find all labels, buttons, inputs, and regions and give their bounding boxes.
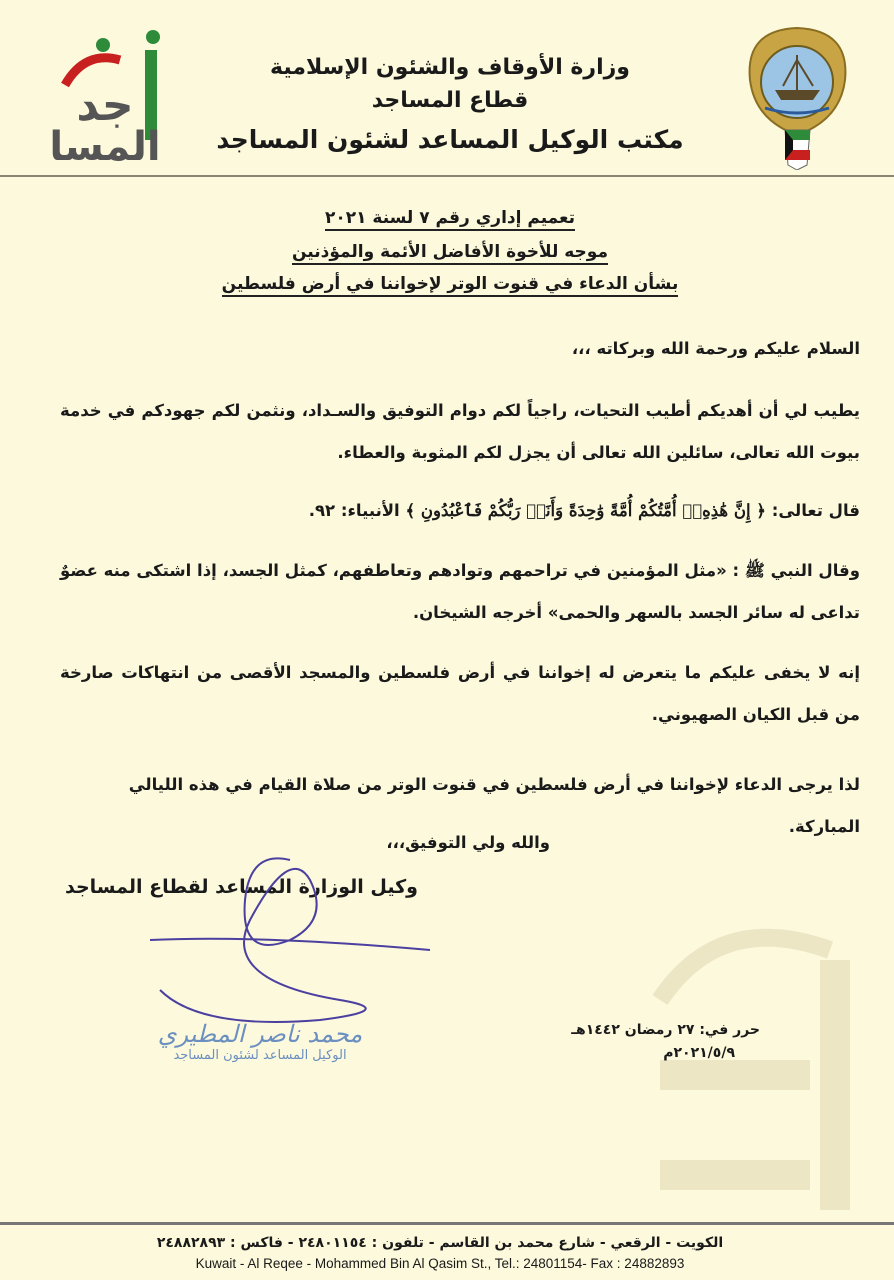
stamp-title: الوكيل المساعد لشئون المساجد (173, 1048, 347, 1063)
svg-text:المسا: المسا (49, 124, 161, 165)
closing: والله ولي التوفيق،،، (386, 833, 550, 852)
quran-reference: الأنبياء: ٩٢. (308, 501, 400, 520)
header-divider (0, 175, 894, 177)
svg-text:جد: جد (76, 80, 134, 131)
circular-recipients-text: موجه للأخوة الأفاضل الأئمة والمؤذنين (292, 242, 608, 265)
paragraph-3: لذا يرجى الدعاء لإخواننا في أرض فلسطين في قنوت الوتر من صلاة القيام في هذه الليالي المباركة. (128, 775, 860, 836)
paragraph-2: إنه لا يخفى عليكم ما يتعرض له إخواننا في أرض فلسطين والمسجد الأقصى من انتهاكات صارخة من قبل الكيان الصهيوني. (60, 663, 860, 724)
quran-intro: قال تعالى: (771, 501, 860, 520)
circular-subject (150, 274, 750, 294)
handwritten-signature (140, 840, 440, 1050)
quran-verse: ﴿ إِنَّ هَٰذِهِۦٓ أُمَّتُكُمْ أُمَّةً وَٰحِدَةً وَأَنَا۠ رَبُّكُمْ فَٱعْبُدُونِ ﴾ (405, 501, 766, 520)
date-gregorian: ٢٠٢١/٥/٩م (663, 1045, 735, 1061)
footer-divider (0, 1222, 894, 1225)
circular-recipients (150, 242, 750, 262)
ministry-name: وزارة الأوقاف والشئون الإسلامية (270, 55, 630, 80)
sector-name: قطاع المساجد (371, 88, 529, 113)
office-name: مكتب الوكيل المساعد لشئون المساجد (216, 125, 684, 154)
hadith-paragraph: وقال النبي ﷺ : «مثل المؤمنين في تراحمهم وتوادهم وتعاطفهم، كمثل الجسد، إذا اشتكى منه عضوٌ تداعى له سائر الجسد بالسهر والحمى» أخرجه الشيخان. (60, 561, 860, 622)
footer-address-arabic: الكويت - الرقعي - شارع محمد بن القاسم - تلفون : ٢٤٨٠١١٥٤ - فاكس : ٢٤٨٨٢٨٩٣ (156, 1235, 724, 1251)
kuwait-emblem (735, 20, 860, 170)
circular-subject-text: بشأن الدعاء في قنوت الوتر لإخواننا في أرض فلسطين (222, 274, 679, 297)
date-hijri: حرر في: ٢٧ رمضان ١٤٤٢هـ (571, 1022, 760, 1038)
masajid-logo (45, 15, 175, 165)
footer-address-english: Kuwait - Al Reqee - Mohammed Bin Al Qasim St., Tel.: 24801154- Fax : 24882893 (195, 1256, 685, 1271)
circular-number-text: تعميم إداري رقم ٧ لسنة ٢٠٢١ (325, 208, 575, 231)
circular-number (150, 208, 750, 228)
signatory-title: وكيل الوزارة المساعد لقطاع المساجد (65, 876, 418, 898)
official-stamp (150, 1020, 370, 1063)
stamp-name: محمد ناصر المطيري (157, 1020, 363, 1048)
paragraph-1: يطيب لي أن أهديكم أطيب التحيات، راجياً لكم دوام التوفيق والسـداد، ونثمن لكم جهودكم في خدمة بيوت الله تعالى، سائلين الله تعالى أن يجزل لكم المثوبة والعطاء. (60, 401, 860, 462)
quran-quote (60, 490, 860, 532)
greeting: السلام عليكم ورحمة الله وبركاته ،،، (571, 339, 860, 358)
